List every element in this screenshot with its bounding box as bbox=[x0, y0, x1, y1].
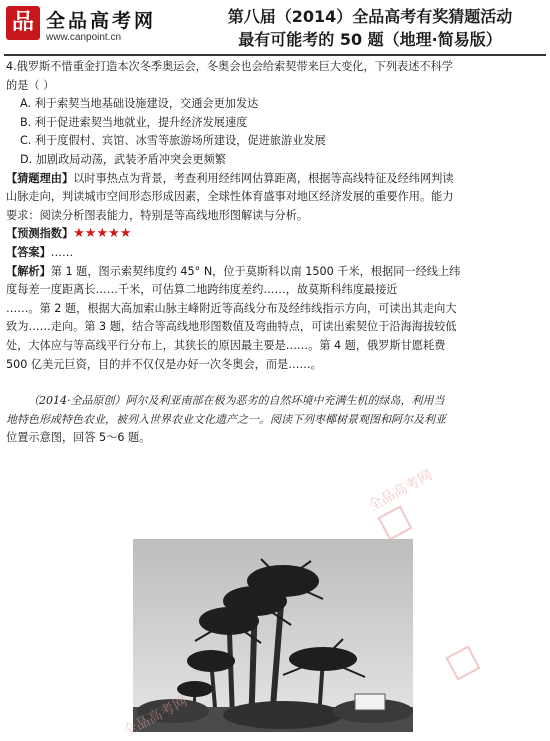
header-divider bbox=[4, 54, 546, 56]
question-stem: 4.俄罗斯不惜重金打造本次冬季奥运会，冬奥会也会给索契带来巨大变化，下列表述不科学 bbox=[6, 60, 453, 73]
watermark-logo bbox=[377, 505, 412, 540]
question-stem-cont: 的是（ ） bbox=[6, 78, 55, 92]
analysis-line1 bbox=[6, 263, 544, 282]
prediction-row bbox=[6, 225, 544, 244]
analysis-label: 【解析】 bbox=[6, 264, 51, 278]
brand-url: www.canpoint.cn bbox=[46, 32, 122, 43]
reason-line1 bbox=[6, 170, 544, 189]
option-d: D. 加剧政局动荡，武装矛盾冲突会更频繁 bbox=[20, 152, 226, 166]
page-header bbox=[0, 0, 550, 56]
document-body bbox=[6, 58, 544, 448]
reason-line3: 要求：阅读分析图表能力，特别是等高线地形图解读与分析。 bbox=[6, 208, 309, 222]
page-title-line1: 第八届（2014）全品高考有奖猜题活动 bbox=[227, 7, 513, 26]
reason-line2: 山脉走向，判读城市空间形态形成因素，全球性体育盛事对地区经济发展的重要作用。能力 bbox=[6, 190, 454, 204]
option-a: A. 利于索契当地基础设施建设，交通会更加发达 bbox=[20, 97, 259, 111]
passage-line2: 地特色形成特色农业，被列入世界农业文化遗产之一。阅读下列枣椰树景观图和阿尔及利亚 bbox=[6, 412, 446, 426]
analysis-line2: 度每差一度距离长……千米，可估算二地跨纬度差约……，故莫斯科纬度最接近 bbox=[6, 283, 398, 297]
analysis-line3: ……。第 2 题，根据大高加索山脉主峰附近等高线分布及经纬线指示方向，可读出其走向大 bbox=[6, 301, 457, 315]
reason-text: 以时事热点为背景，考查利用经纬网估算距离，根据等高线特征及经纬网判读 bbox=[73, 171, 454, 185]
analysis-line4: 致为……走向。第 3 题，结合等高线地形图数值及弯曲特点，可读出索契位于沿海海拔较低 bbox=[6, 320, 457, 334]
analysis-line6: 500 亿美元巨资，目的并不仅仅是办好一次冬奥会，而是……。 bbox=[6, 357, 322, 371]
canpoint-logo bbox=[6, 6, 40, 40]
prediction-label: 【预测指数】 bbox=[6, 227, 74, 241]
rating-stars: ★★★★★ bbox=[73, 226, 132, 242]
watermark-text: 全品高考网 bbox=[365, 467, 436, 515]
analysis-text: 第 1 题，图示索契纬度约 45° N，位于莫斯科以南 1500 千米，根据同一经线上纬 bbox=[50, 264, 461, 278]
answer-label: 【答案】 bbox=[6, 245, 51, 259]
option-c: C. 利于度假村、宾馆、冰雪等旅游场所建设，促进旅游业发展 bbox=[20, 134, 326, 148]
answer-row bbox=[6, 244, 544, 263]
reason-label: 【猜题理由】 bbox=[6, 171, 74, 185]
page-title-line2: 最有可能考的 50 题（地理·简易版） bbox=[238, 30, 502, 49]
answer-text: …… bbox=[50, 245, 74, 259]
watermark-text-2: 全品高考网 bbox=[120, 693, 191, 741]
option-b: B. 利于促进索契当地就业，提升经济发展速度 bbox=[20, 115, 248, 129]
passage-line3: 位置示意图，回答 5～6 题。 bbox=[6, 431, 151, 445]
brand-name: 全品高考网 bbox=[46, 10, 157, 32]
logo-glyph: 品 bbox=[11, 10, 34, 35]
passage-line1: （2014·全品原创）阿尔及利亚南部在极为恶劣的自然环境中充满生机的绿岛，利用当 bbox=[28, 394, 445, 408]
watermark-logo-2 bbox=[445, 645, 480, 680]
spacer bbox=[6, 374, 544, 392]
analysis-line5: 处，大体应与等高线平行分布上，其狭长的原因最主要是……。第 4 题，俄罗斯甘愿耗费 bbox=[6, 338, 446, 352]
